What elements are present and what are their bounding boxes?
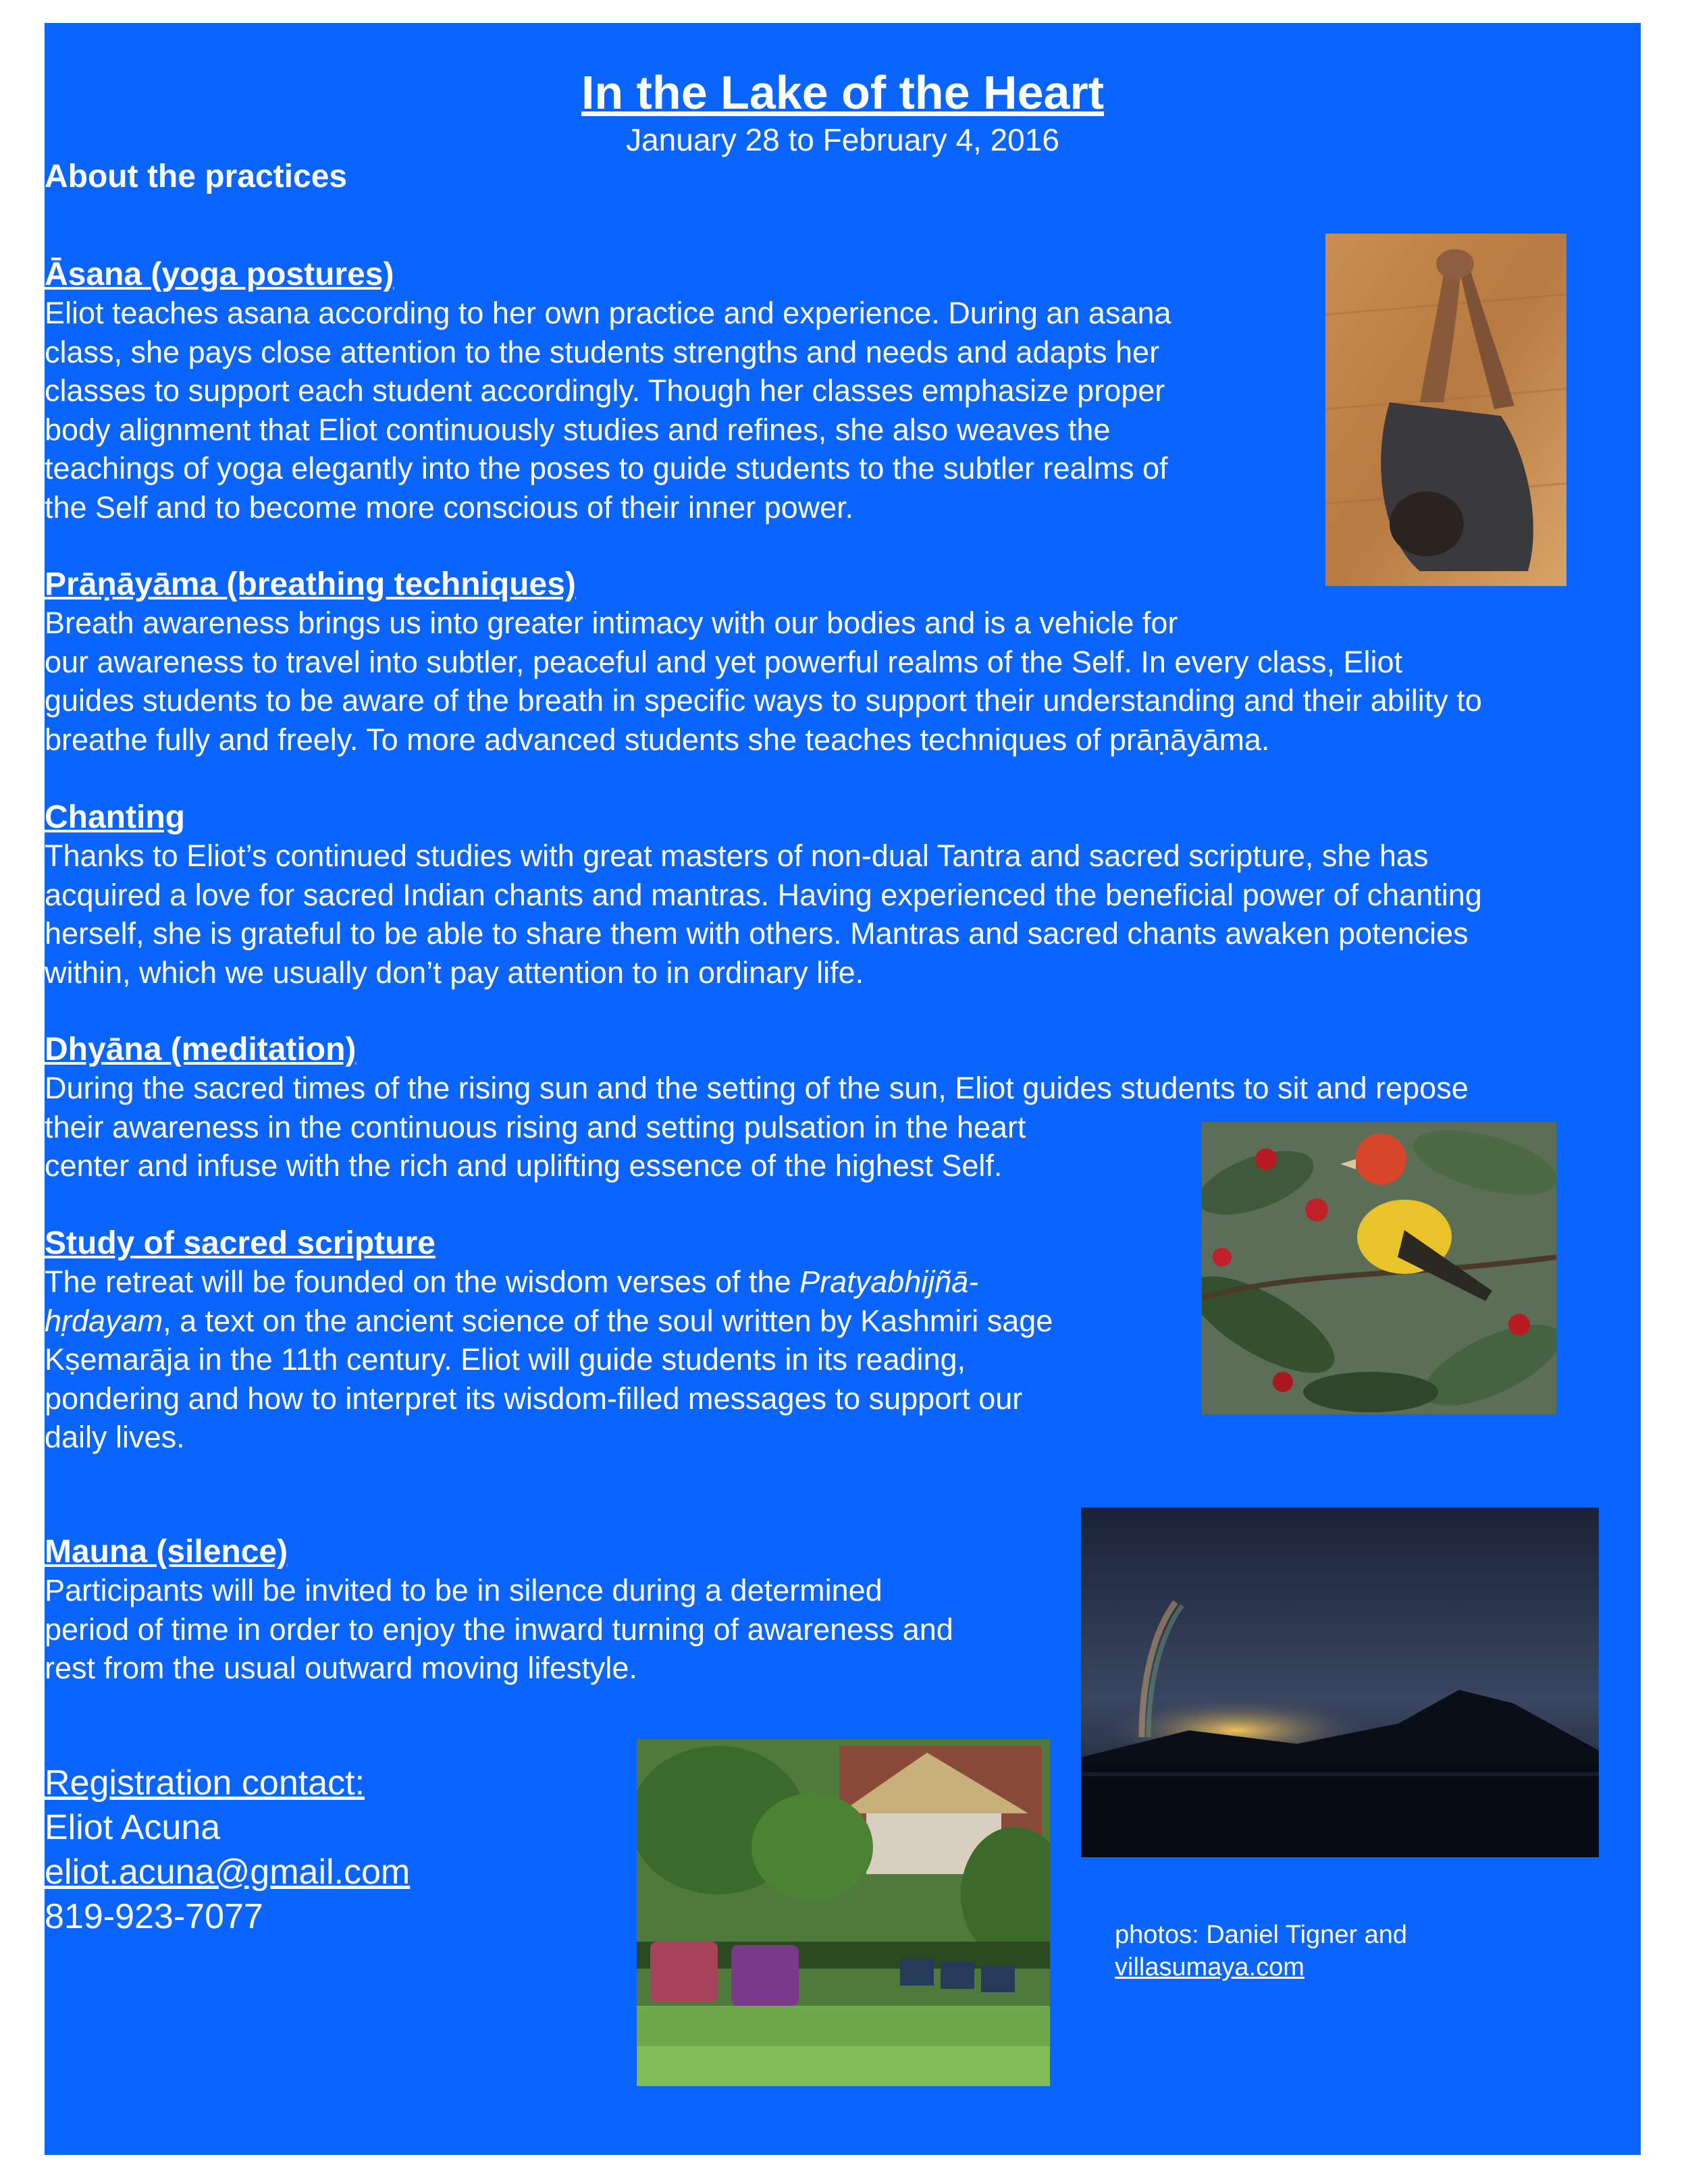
page-title: In the Lake of the Heart (581, 66, 1105, 119)
mauna-line: rest from the usual outward moving lifestyle. (45, 1651, 637, 1685)
asana-line: the Self and to become more conscious of their inner power. (45, 489, 854, 525)
scripture-text: , a text on the ancient science of the soul written by Kashmiri sage (163, 1303, 1053, 1338)
credits-link[interactable]: villasumaya.com (1115, 1953, 1304, 1981)
asana-body (45, 294, 1171, 527)
bird-photo (1202, 1122, 1556, 1414)
asana-line: teachings of yoga elegantly into the poses to guide students to the subtler realms of (45, 451, 1168, 485)
section-chanting (45, 798, 1482, 992)
chanting-heading: Chanting (45, 799, 185, 835)
dhyana-heading: Dhyāna (meditation) (45, 1032, 357, 1067)
asana-line: body alignment that Eliot continuously studies and refines, she also weaves the (45, 412, 1111, 447)
chanting-line: acquired a love for sacred Indian chants and mantras. Having experienced the beneficial power of chanting (45, 877, 1482, 912)
dhyana-line: During the sacred times of the rising sun and the setting of the sun, Eliot guides students to sit and repose (45, 1071, 1469, 1105)
contact-email-link[interactable]: eliot.acuna@gmail.com (45, 1853, 411, 1892)
asana-line: Eliot teaches asana according to her own practice and experience. During an asana (45, 296, 1171, 330)
chanting-line: herself, she is grateful to be able to share them with others. Mantras and sacred chants awaken potencies (45, 916, 1469, 951)
garden-photo (637, 1739, 1050, 2086)
mauna-line: period of time in order to enjoy the inward turning of awareness and (45, 1612, 953, 1647)
chanting-line: Thanks to Eliot’s continued studies with great masters of non-dual Tantra and sacred scripture, she has (45, 838, 1429, 873)
mauna-line: Participants will be invited to be in silence during a determined (45, 1573, 882, 1607)
scripture-text: The retreat will be founded on the wisdom verses of the (45, 1264, 800, 1299)
contact-phone: 819-923-7077 (45, 1897, 263, 1936)
asana-heading: Āsana (yoga postures) (45, 257, 394, 292)
mauna-body (45, 1571, 953, 1688)
pranayama-line: our awareness to travel into subtler, peaceful and yet powerful realms of the Self. In every class, Eliot (45, 644, 1403, 679)
dhyana-line: center and infuse with the rich and uplifting essence of the highest Self. (45, 1148, 1003, 1183)
scripture-heading: Study of sacred scripture (45, 1225, 436, 1261)
scripture-line: pondering and how to interpret its wisdom-filled messages to support our (45, 1381, 1023, 1416)
scripture-title-italic: hṛdayam (45, 1303, 163, 1338)
about-heading: About the practices (45, 159, 348, 194)
dhyana-line: their awareness in the continuous rising and setting pulsation in the heart (45, 1109, 1026, 1144)
section-scripture (45, 1224, 1053, 1457)
asana-line: classes to support each student accordingly. Though her classes emphasize proper (45, 373, 1165, 408)
registration-contact (45, 1761, 410, 1939)
scripture-line: daily lives. (45, 1420, 185, 1454)
pranayama-line: Breath awareness brings us into greater intimacy with our bodies and is a vehicle for (45, 606, 1178, 640)
chanting-line: within, which we usually don’t pay attention to in ordinary life. (45, 955, 864, 990)
section-asana (45, 255, 1171, 527)
scripture-title-italic: Pratyabhijñā- (799, 1264, 979, 1299)
flyer-page (45, 23, 1641, 2155)
scripture-line (45, 1302, 1053, 1341)
chanting-body (45, 836, 1482, 992)
scripture-line: Kṣemarāja in the 11th century. Eliot will guide students in its reading, (45, 1342, 966, 1377)
pranayama-line: guides students to be aware of the breath in specific ways to support their understanding and their ability to (45, 683, 1482, 718)
section-mauna (45, 1533, 953, 1688)
scripture-body (45, 1262, 1053, 1457)
lake-dusk-photo (1081, 1508, 1599, 1857)
pranayama-heading: Prāṇāyāma (breathing techniques) (45, 566, 576, 602)
yoga-pose-photo (1325, 234, 1566, 586)
contact-name: Eliot Acuna (45, 1808, 221, 1847)
section-pranayama (45, 565, 1482, 759)
pranayama-body (45, 604, 1482, 759)
asana-line: class, she pays close attention to the students strengths and needs and adapts her (45, 334, 1160, 369)
contact-label: Registration contact: (45, 1763, 365, 1803)
credits-text: photos: Daniel Tigner and (1115, 1921, 1408, 1949)
pranayama-line: breathe fully and freely. To more advanced students she teaches techniques of prāṇāyāma. (45, 722, 1270, 757)
mauna-heading: Mauna (silence) (45, 1534, 288, 1570)
photo-credits (1115, 1919, 1407, 1983)
event-dates: January 28 to February 4, 2016 (626, 122, 1059, 157)
scripture-line (45, 1262, 1053, 1302)
